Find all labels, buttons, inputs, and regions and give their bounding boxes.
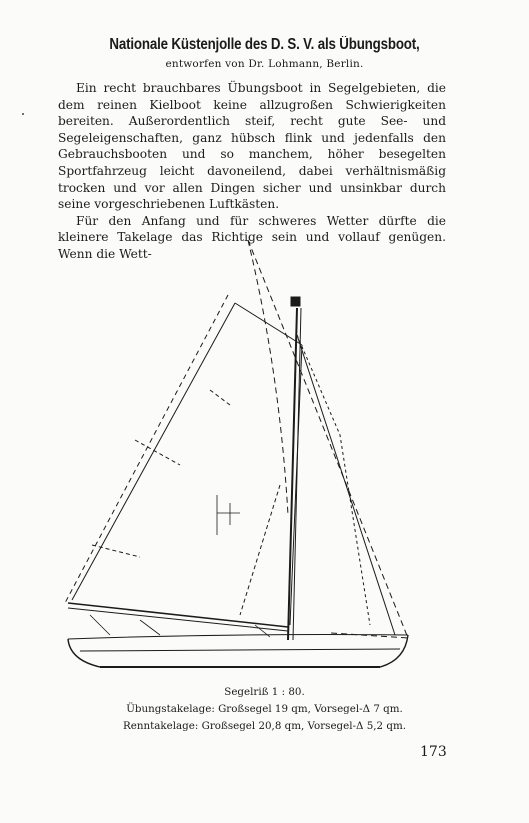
- paragraph-1: Ein recht brauchbares Übungsboot in Segelgebieten, die dem reinen Kielboot keine allzugroßen Schwierigkeiten bereiten. Außerordentlich steif, recht gute See- und Segeleigenschaften, ganz hübsch flink und jedenfalls den Gebrauchsbooten und so manchem, höher besegelten Sportfahrzeug leicht davoneilend, dabei verhältnismäßig trocken und vor allen Dingen sicher und unsinkbar durch seine vorgeschriebenen Luftkästen.: [58, 81, 446, 212]
- reef-line-4: [240, 485, 280, 615]
- page-number: 173: [420, 744, 447, 760]
- mast: [288, 308, 297, 640]
- caption-training-rig: Übungstakelage: Großsegel 19 qm, Vorsegel-Δ 7 qm.: [126, 703, 403, 715]
- mainsail-leech: [72, 303, 235, 600]
- caption-racing-rig: Renntakelage: Großsegel 20,8 qm, Vorsegel-Δ 5,2 qm.: [123, 720, 406, 732]
- hull-waterline: [80, 649, 400, 651]
- caption-scale: Segelriß 1 : 80.: [224, 686, 305, 698]
- boom-lower: [68, 608, 288, 631]
- ink-speck: [22, 113, 24, 115]
- page-title: Nationale Küstenjolle des D. S. V. als Übungsboot,: [109, 36, 420, 53]
- shroud: [297, 335, 370, 625]
- sail-mark: [217, 495, 240, 535]
- paragraph-2: Für den Anfang und für schweres Wetter dürfte die kleinere Takelage das Richtige sein und vollauf genügen. Wenn die Wett-: [58, 213, 446, 261]
- page-subtitle: entworfen von Dr. Lohmann, Berlin.: [165, 58, 364, 70]
- jib-luff: [248, 240, 288, 515]
- mainsail-leech-outer: [65, 295, 228, 603]
- jib-outline: [248, 240, 408, 638]
- reef-line-1: [210, 390, 230, 405]
- sail-plan-drawing: [40, 235, 420, 675]
- forestay: [297, 335, 395, 635]
- mast-inner: [293, 308, 301, 640]
- boom: [68, 603, 288, 627]
- burgee-flag: [291, 297, 300, 306]
